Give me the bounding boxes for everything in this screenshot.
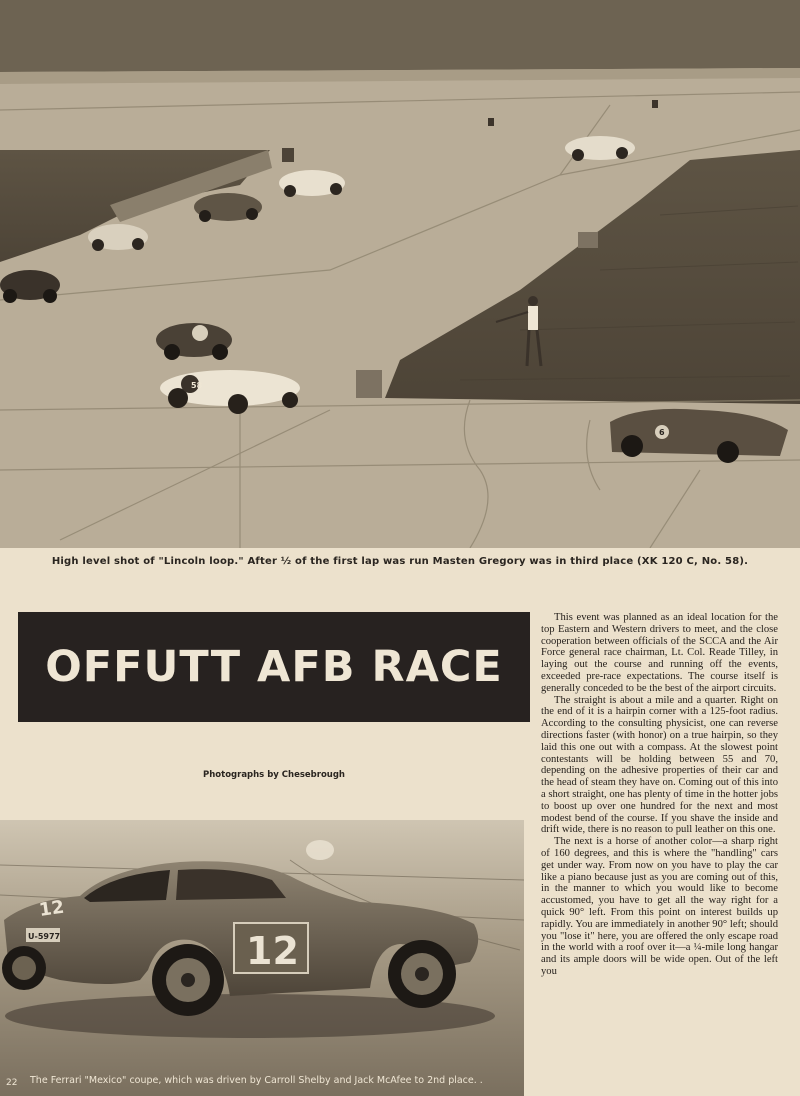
page-number: 22 bbox=[6, 1078, 18, 1088]
article-title: OFFUTT AFB RACE bbox=[45, 642, 503, 692]
car-58-mark: 58 bbox=[191, 381, 203, 390]
car-6-mark: 6 bbox=[659, 428, 665, 437]
article-body bbox=[541, 612, 778, 1092]
hood-car-number: 12 bbox=[37, 896, 66, 921]
article-paragraph: The straight is about a mile and a quarter. Right on the end of it is a hairpin corner with a 125-foot radius. According to the consulting physicist, one can reverse directions faster (with honor) on a true hairpin, so they laid this one out with a compass. At the slowest point contestants will be holding between 55 and 70, depending on the adhesive properties of their car and the head of steam they have on. Coming out of this into a short straight, one has plenty of time in the hotter jobs to boost up over one hundred for the next and most modest bend of the course. If you shave the inside and drift wide, there is no reason to pull leather on this one. bbox=[541, 694, 778, 836]
ferrari-photo-caption: The Ferrari "Mexico" coupe, which was driven by Carroll Shelby and Jack McAfee to 2nd place. . bbox=[30, 1075, 483, 1086]
photo-credit: Photographs by Chesebrough bbox=[203, 770, 345, 780]
article-paragraph: This event was planned as an ideal location for the top Eastern and Western drivers to meet, and the close cooperation between officials of the SCCA and the Air Force general race chairman, Lt. Col. Reade Tilley, in laying out the course and running off the events, exceeded pre-race expectations. The course itself is generally conceded to be the best of the airport circuits. bbox=[541, 612, 778, 694]
side-car-number: 12 bbox=[246, 929, 299, 973]
article-paragraph: The next is a horse of another color—a sharp right of 160 degrees, and this is where the "handling" cars get under way. From now on you have to play the car like a piano because just as you are coming out of this, in the manner to which you would like to become accustomed, you have to get all the way right for a quick 90° left. From this point on interest builds up rapidly. You are immediately in another 90° left; should you "lose it" here, you are offered the only escape road in the world with a roof over it—a ¼-mile long hangar and its ample doors will be wide open. Out of the left you bbox=[541, 836, 778, 977]
title-banner bbox=[18, 612, 530, 722]
top-photo-caption: High level shot of "Lincoln loop." After ½ of the first lap was run Masten Gregory was in third place (XK 120 C, No. 58). bbox=[51, 556, 749, 567]
ferrari-photo bbox=[0, 820, 524, 1096]
license-plate: U-5977 bbox=[28, 932, 61, 941]
